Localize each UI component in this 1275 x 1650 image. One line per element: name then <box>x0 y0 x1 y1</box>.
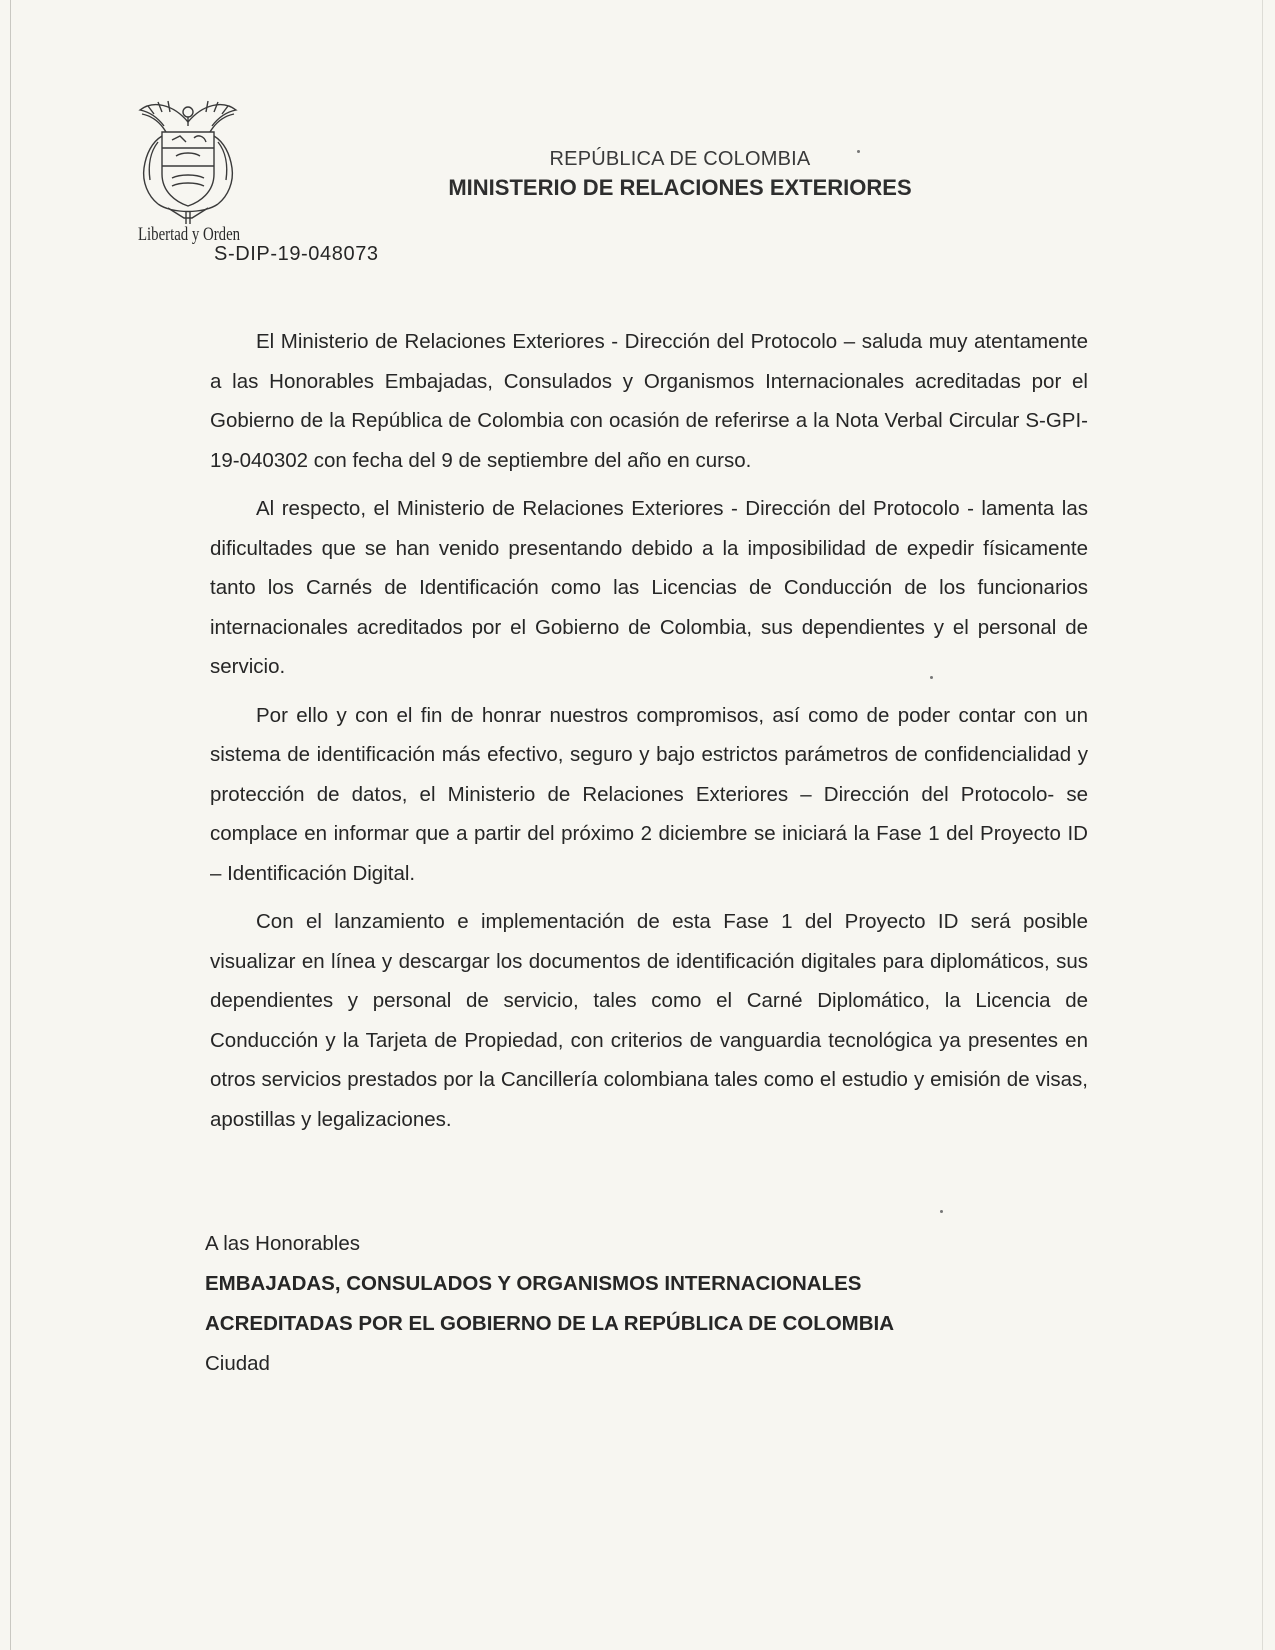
paragraph-4: Con el lanzamiento e implementación de esta Fase 1 del Proyecto ID será posible visualizar en línea y descargar los documentos de identificación digitales para diplomáticos, sus dependientes y personal de servicio, tales como el Carné Diplomático, la Licencia de Conducción y la Tarjeta de Propiedad, con criterios de vanguardia tecnológica ya presentes en otros servicios prestados por la Cancillería colombiana tales como el estudio y emisión de visas, apostillas y legalizaciones. <box>210 910 1088 1131</box>
address-line-1: EMBAJADAS, CONSULADOS Y ORGANISMOS INTERNACIONALES <box>205 1272 862 1295</box>
letterhead <box>380 148 980 201</box>
paragraph-3: Por ello y con el fin de honrar nuestros compromisos, así como de poder contar con un sistema de identificación más efectivo, seguro y bajo estrictos parámetros de confidencialidad y protección de datos, el Ministerio de Relaciones Exteriores – Dirección del Protocolo- se complace en informar que a partir del próximo 2 diciembre se iniciará la Fase 1 del Proyecto ID – Identificación Digital. <box>210 703 1088 885</box>
page-edge-left <box>10 0 11 1650</box>
letter-body <box>210 322 1088 1148</box>
ministry-title: MINISTERIO DE RELACIONES EXTERIORES <box>448 175 912 200</box>
recipient-address <box>205 1224 1105 1384</box>
paragraph-1: El Ministerio de Relaciones Exteriores - Dirección del Protocolo – saluda muy atentamente a las Honorables Embajadas, Consulados y Organismos Internacionales acreditadas por el Gobierno de la República de Colombia con ocasión de referirse a la Nota Verbal Circular S-GPI-19-040302 con fecha del 9 de septiembre del año en curso. <box>210 330 1088 472</box>
paragraph-2: Al respecto, el Ministerio de Relaciones Exteriores - Dirección del Protocolo - lamenta las dificultades que se han venido presentando debido a la imposibilidad de expedir físicamente tanto los Carnés de Identificación como las Licencias de Conducción de los funcionarios internacionales acreditados por el Gobierno de Colombia, sus dependientes y el personal de servicio. <box>210 497 1088 678</box>
motto: Libertad y Orden <box>138 224 241 245</box>
scan-speck <box>857 150 860 153</box>
address-line-2: ACREDITADAS POR EL GOBIERNO DE LA REPÚBLICA DE COLOMBIA <box>205 1312 895 1335</box>
coat-of-arms-icon <box>128 92 248 227</box>
page-edge-right <box>1262 0 1263 1650</box>
address-city: Ciudad <box>205 1352 270 1375</box>
republic-title: REPÚBLICA DE COLOMBIA <box>549 148 811 170</box>
address-salutation: A las Honorables <box>205 1232 360 1255</box>
reference-number: S-DIP-19-048073 <box>214 243 379 265</box>
scan-speck <box>930 676 933 679</box>
scan-speck <box>940 1210 943 1213</box>
